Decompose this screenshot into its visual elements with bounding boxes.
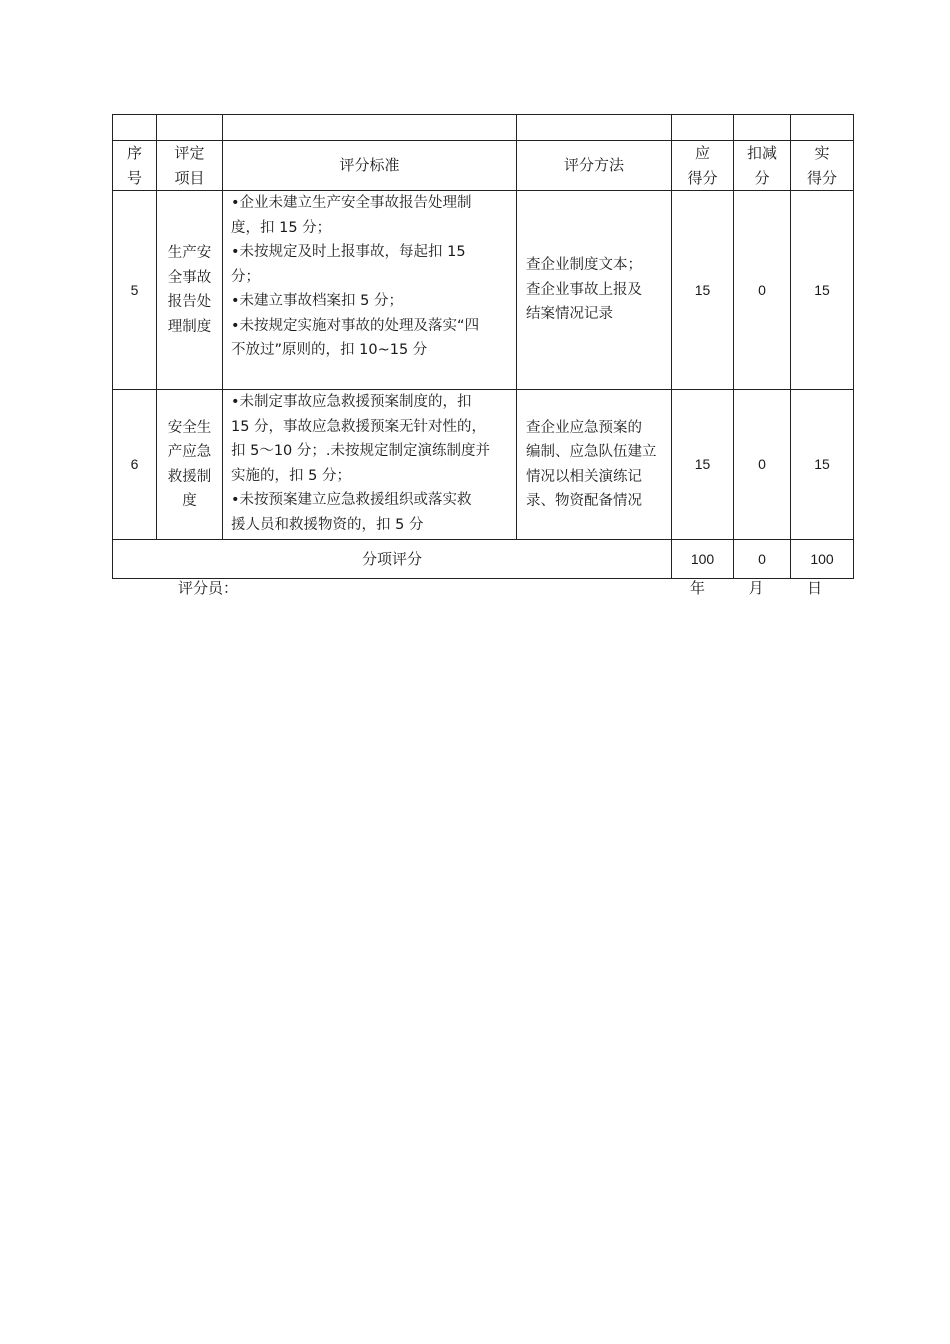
header-max-line2: 得分 [687, 168, 718, 187]
criteria-line: 援人员和救援物资的，扣 5 分 [231, 516, 424, 533]
summary-actual-score: 100 [791, 540, 854, 579]
blank-cell [734, 115, 791, 141]
blank-cell [672, 115, 734, 141]
blank-cell [157, 115, 223, 141]
summary-deduct-score: 0 [734, 540, 791, 579]
blank-cell [113, 115, 157, 141]
header-item-line1: 评定 [174, 144, 205, 162]
table-row [113, 390, 854, 540]
blank-cell [517, 115, 672, 141]
row-max-score: 15 [672, 390, 734, 540]
row-deduct-score: 0 [734, 191, 791, 390]
row-item [157, 390, 223, 540]
criteria-line: •未按规定实施对事故的处理及落实“四 [231, 317, 480, 334]
date-year: 年 [690, 579, 706, 597]
method-line: 编制、应急队伍建立 [526, 444, 657, 460]
row-item-line: 生产安 [167, 245, 212, 261]
date-day: 日 [807, 579, 823, 597]
row-seq: 6 [113, 390, 157, 540]
header-seq-line1: 序 [126, 144, 142, 162]
header-seq [113, 141, 157, 191]
header-max-line1: 应 [694, 144, 710, 162]
row-item-line: 产应急 [167, 444, 212, 460]
row-item [157, 191, 223, 390]
row-method [517, 191, 672, 390]
header-row [113, 141, 854, 191]
method-line: 情况以相关演练记 [526, 468, 642, 485]
scorer-label: 评分员： [178, 579, 239, 597]
criteria-line: 实施的，扣 5 分； [231, 467, 351, 484]
criteria-line: 不放过”原则的，扣 10~15 分 [231, 342, 428, 358]
criteria-line: 扣 5～10 分；.未按规定制定演练制度并 [231, 443, 491, 459]
row-item-line: 报告处 [167, 294, 212, 310]
header-max [672, 141, 734, 191]
criteria-line: •未建立事故档案扣 5 分； [231, 293, 403, 309]
summary-label: 分项评分 [113, 540, 672, 579]
criteria-line: •未制定事故应急救援预案制度的，扣 [231, 394, 472, 410]
header-deduct-line1: 扣减 [746, 144, 777, 162]
row-item-line: 理制度 [167, 318, 212, 335]
date-line [690, 577, 822, 598]
row-item-line: 度 [182, 493, 197, 509]
method-line: 结案情况记录 [526, 306, 613, 323]
header-item [157, 141, 223, 191]
row-item-line: 救援制 [167, 468, 212, 485]
criteria-line: 分； [231, 268, 260, 285]
row-deduct-score: 0 [734, 390, 791, 540]
criteria-line: •企业未建立生产安全事故报告处理制 [231, 195, 472, 211]
criteria-line: •未按预案建立应急救援组织或落实救 [231, 492, 472, 508]
criteria-line: 15 分，事故应急救援预案无针对性的， [231, 418, 487, 435]
method-line: 查企业制度文本； [526, 257, 642, 274]
blank-cell [223, 115, 517, 141]
row-max-score: 15 [672, 191, 734, 390]
scoring-table [112, 114, 854, 579]
row-criteria [223, 191, 517, 390]
method-line: 录、物资配备情况 [526, 493, 642, 509]
summary-max-score: 100 [672, 540, 734, 579]
criteria-line: 度，扣 15 分； [231, 219, 332, 236]
row-item-line: 安全生 [167, 419, 212, 436]
header-item-line2: 项目 [174, 168, 205, 187]
header-actual [791, 141, 854, 191]
header-deduct-line2: 分 [754, 168, 770, 187]
row-item-line: 全事故 [167, 269, 212, 286]
header-deduct [734, 141, 791, 191]
row-actual-score: 15 [791, 191, 854, 390]
blank-cell [791, 115, 854, 141]
blank-header-row [113, 115, 854, 141]
method-line: 查企业事故上报及 [526, 281, 642, 298]
header-method: 评分方法 [517, 141, 672, 191]
header-criteria: 评分标准 [223, 141, 517, 191]
header-actual-line1: 实 [814, 144, 830, 162]
header-seq-line2: 号 [126, 168, 142, 187]
date-month: 月 [748, 579, 764, 597]
header-actual-line2: 得分 [806, 168, 837, 187]
row-method [517, 390, 672, 540]
table-row [113, 191, 854, 390]
row-criteria [223, 390, 517, 540]
method-line: 查企业应急预案的 [526, 419, 642, 436]
row-actual-score: 15 [791, 390, 854, 540]
row-seq: 5 [113, 191, 157, 390]
criteria-line: •未按规定及时上报事故，每起扣 15 [231, 244, 466, 260]
summary-row [113, 540, 854, 579]
